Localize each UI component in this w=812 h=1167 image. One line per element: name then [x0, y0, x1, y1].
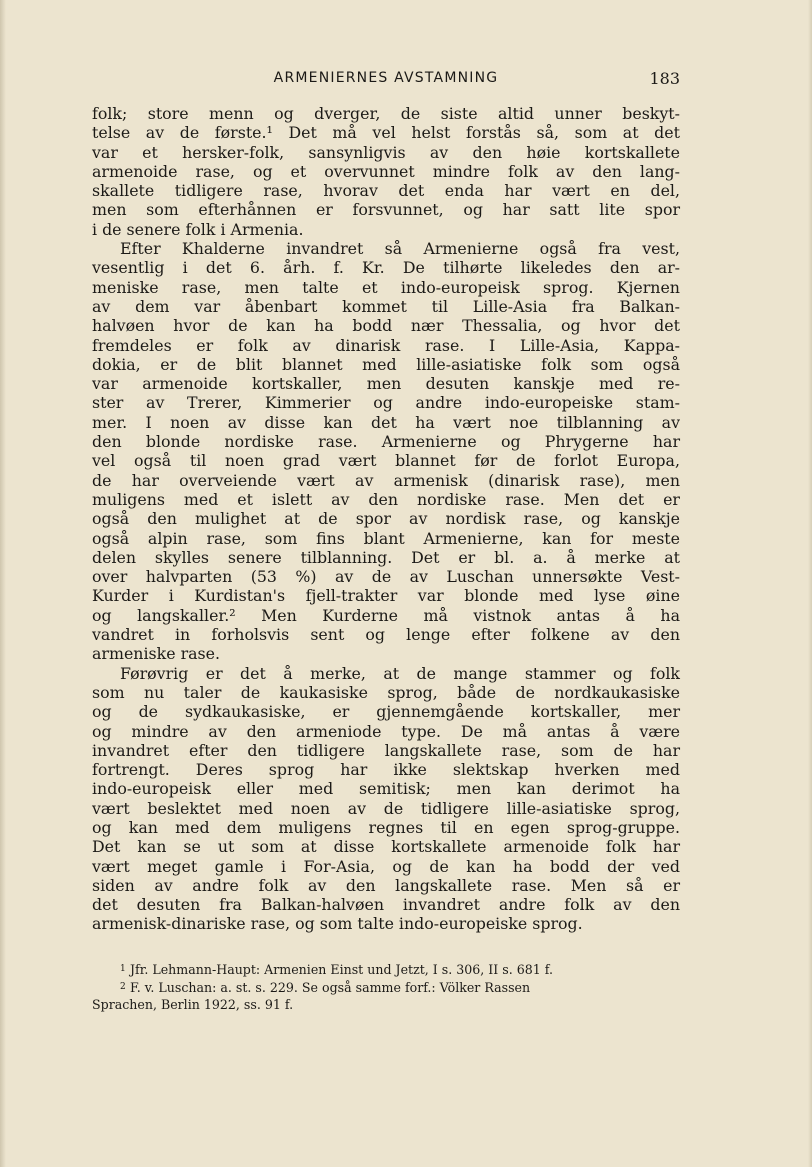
text-line: Efter Khalderne invandret så Armenierne også fra vest,: [120, 239, 680, 259]
text-line: meniske rase, men talte et indo-europeisk sprog. Kjernen: [92, 277, 680, 297]
text-line: armeniske rase.: [92, 644, 221, 664]
page-edge-left: [0, 0, 6, 1167]
text-line: de har overveiende vært av armenisk (dinarisk rase), men: [92, 470, 680, 490]
text-line: muligens med et islett av den nordiske rase. Men det er: [92, 489, 680, 509]
footnote-marker: 2: [120, 981, 126, 992]
footnote-text: F. v. Luschan: a. st. s. 229. Se også samme forf.: Völker Rassen: [130, 979, 531, 995]
text-line: fortrengt. Deres sprog har ikke slektskap hverken med: [92, 760, 680, 780]
text-line: fremdeles er folk av dinarisk rase. I Lille-Asia, Kappa-: [92, 335, 680, 355]
text-line: også den mulighet at de spor av nordisk rase, og kanskje: [92, 509, 680, 529]
text-line: vandret in forholsvis sent og lenge efter folkene av den: [92, 625, 680, 645]
footnotes: [92, 961, 680, 1014]
text-line: over halvparten (53 %) av de av Luschan unnersøkte Vest-: [92, 567, 680, 587]
text-line: delen skylles senere tilblanning. Det er bl. a. å merke at: [92, 547, 680, 567]
text-line: og langskaller.² Men Kurderne må vistnok antas å ha: [92, 605, 680, 625]
text-line: som nu taler de kaukasiske sprog, både de nordkaukasiske: [92, 682, 680, 702]
footnote-line: [92, 961, 680, 979]
text-line: invandret efter den tidligere langskallete rase, som de har: [92, 740, 680, 760]
text-line: vært beslektet med noen av de tidligere lille-asiatiske sprog,: [92, 798, 680, 818]
text-line: den blonde nordiske rase. Armenierne og Phrygerne har: [92, 432, 680, 452]
text-line: vært meget gamle i For-Asia, og de kan ha bodd der ved: [92, 856, 680, 876]
text-line: Det kan se ut som at disse kortskallete armenoide folk har: [92, 837, 680, 857]
text-line: armenisk-dinariske rase, og som talte indo-europeiske sprog.: [92, 914, 583, 934]
page-number: 183: [649, 69, 680, 88]
text-line: det desuten fra Balkan-halvøen invandret andre folk av den: [92, 895, 680, 915]
text-line: armenoide rase, og et overvunnet mindre folk av den lang-: [92, 161, 680, 181]
text-line: Førøvrig er det å merke, at de mange stammer og folk: [120, 663, 680, 683]
text-line: mer. I noen av disse kan det ha vært noe tilblanning av: [92, 412, 680, 432]
text-line: halvøen hvor de kan ha bodd nær Thessalia, og hvor det: [92, 316, 680, 336]
running-head: [92, 70, 680, 90]
text-line: var armenoide kortskaller, men desuten kanskje med re-: [92, 374, 680, 394]
footnote-text: Jfr. Lehmann-Haupt: Armenien Einst und Jetzt, I s. 306, II s. 681 f.: [130, 962, 553, 977]
text-line: og mindre av den armeniode type. De må antas å være: [92, 721, 680, 741]
page-edge-right: [808, 0, 812, 1167]
text-line: men som efterhånnen er forsvunnet, og har satt lite spor: [92, 200, 680, 220]
footnote-marker: 1: [120, 964, 126, 974]
text-line: siden av andre folk av den langskallete rase. Men så er: [92, 875, 680, 895]
text-line: telse av de første.¹ Det må vel helst forstås så, som at det: [92, 123, 680, 143]
footnote-text: Sprachen, Berlin 1922, ss. 91 f.: [92, 997, 294, 1012]
text-line: indo-europeisk eller med semitisk; men kan derimot ha: [92, 779, 680, 799]
running-title: ARMENIERNES AVSTAMNING: [273, 70, 499, 86]
body-text: [92, 104, 680, 934]
footnote-line: [92, 979, 680, 997]
text-line: Kurder i Kurdistan's fjell-trakter var blonde med lyse øine: [92, 586, 680, 606]
text-line: var et hersker-folk, sansynligvis av den høie kortskallete: [92, 142, 680, 162]
text-line: vesentlig i det 6. årh. f. Kr. De tilhørte likeledes den ar-: [92, 258, 680, 278]
footnote-line: [92, 996, 680, 1014]
text-line: og de sydkaukasiske, er gjennemgående kortskaller, mer: [92, 702, 680, 722]
text-line: og kan med dem muligens regnes til en egen sprog-gruppe.: [92, 817, 680, 837]
text-line: folk; store menn og dverger, de siste altid unner beskyt-: [92, 104, 680, 123]
text-line: av dem var åbenbart kommet til Lille-Asia fra Balkan-: [92, 296, 680, 316]
text-line: i de senere folk i Armenia.: [92, 219, 304, 239]
text-line: dokia, er de blit blannet med lille-asiatiske folk som også: [92, 354, 680, 374]
text-line: også alpin rase, som fins blant Armenierne, kan for meste: [92, 528, 680, 548]
text-line: vel også til noen grad vært blannet før de forlot Europa,: [92, 451, 680, 471]
text-line: skallete tidligere rase, hvorav det enda har vært en del,: [92, 181, 680, 201]
text-line: ster av Trerer, Kimmerier og andre indo-europeiske stam-: [92, 393, 680, 413]
